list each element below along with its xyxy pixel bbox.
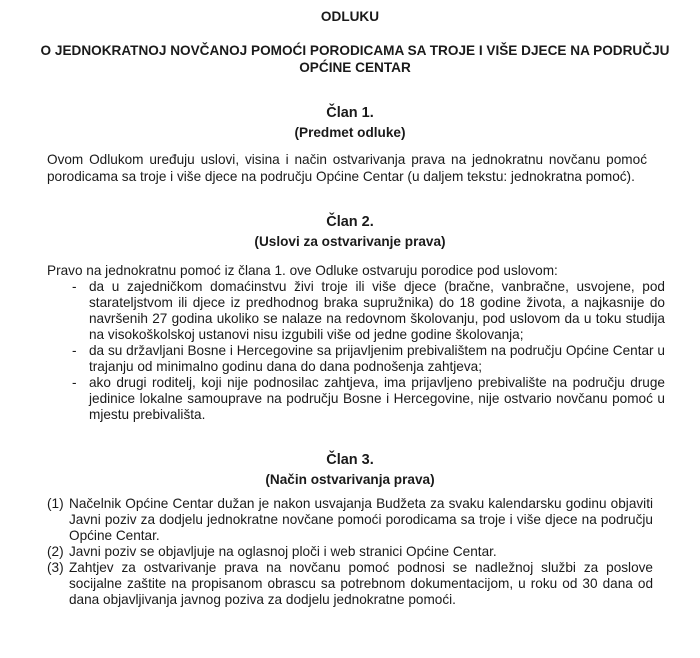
article-1-number: Član 1. (326, 105, 374, 121)
list-item (47, 544, 653, 560)
dash-bullet: - (72, 279, 77, 294)
document-title: ODLUKU (320, 9, 380, 24)
list-item (47, 560, 653, 608)
list-item (47, 375, 665, 423)
article-1-heading: (Predmet odluke) (294, 125, 406, 140)
list-item (47, 496, 653, 544)
item-number: (1) (47, 496, 64, 511)
article-3-list (47, 496, 653, 608)
article-2-header (0, 213, 700, 251)
article-2-number: Član 2. (326, 214, 374, 230)
item-number: (3) (47, 560, 64, 575)
article-2-intro: Pravo na jednokratnu pomoć iz člana 1. ove Odluke ostvaruju porodice pod uslovom: (47, 263, 558, 278)
article-2-heading: (Uslovi za ostvarivanje prava) (254, 234, 446, 249)
article-3-header (0, 451, 700, 489)
article-2-conditions-list (47, 279, 665, 423)
article-3-number: Član 3. (326, 452, 374, 468)
article-3-heading: (Način ostvarivanja prava) (265, 472, 435, 487)
list-item (47, 279, 665, 343)
list-item-text: Zahtjev za ostvarivanje prava na novčanu pomoć podnosi se nadležnoj službi za poslove socijalne zaštite na propisanom obrascu sa potrebnom dokumentacijom, u roku od 30 dana od dana objavljivanja javnog poziva za dodjelu jednokratne pomoći. (69, 560, 653, 607)
list-item (47, 343, 665, 375)
article-1-header (0, 104, 700, 142)
list-item-text: ako drugi roditelj, koji nije podnosilac zahtjeva, ima prijavljeno prebivalište na području druge jedinice lokalne samouprave na području Bosne i Hercegovine, nije ostvario novčanu pomoć u mjestu prebivališta. (89, 375, 665, 422)
list-item-text: Javni poziv se objavljuje na oglasnoj ploči i web stranici Općine Centar. (69, 544, 497, 559)
list-item-text: da u zajedničkom domaćinstvu živi troje ili više djece (bračne, vanbračne, usvojene, pod starateljstvom ili djece iz predhodnog braka supružnika) do 18 godine života, a najkasnije do navršenih 27 godina ukoliko se nalaze na redovnom školovanju, pod uslovom da u toku studija na visokoškolskoj ustanovi nisu izgubili više od jedne godine školovanja; (89, 279, 665, 342)
item-number: (2) (47, 544, 64, 559)
document-subtitle: O JEDNOKRATNOJ NOVČANOJ POMOĆI PORODICAMA SA TROJE I VIŠE DJECE NA PODRUČJU OPĆINE CENTAR (40, 43, 670, 75)
list-item-text: da su državljani Bosne i Hercegovine sa prijavljenim prebivalištem na području Općine Centar u trajanju od minimalno godinu dana do dana podnošenja zahtjeva; (89, 343, 665, 374)
article-2-body (47, 263, 665, 423)
dash-bullet: - (72, 375, 77, 390)
article-3-body (47, 496, 653, 608)
dash-bullet: - (72, 343, 77, 358)
article-1-text: Ovom Odlukom uređuju uslovi, visina i način ostvarivanja prava na jednokratnu novčanu pomoć porodicama sa troje i više djece na području Općine Centar (u daljem tekstu: jednokratna pomoć). (47, 152, 647, 184)
list-item-text: Načelnik Općine Centar dužan je nakon usvajanja Budžeta za svaku kalendarsku godinu objaviti Javni poziv za dodjelu jednokratne novčane pomoći porodicama sa troje i više djece na području Općine Centar. (69, 496, 653, 543)
